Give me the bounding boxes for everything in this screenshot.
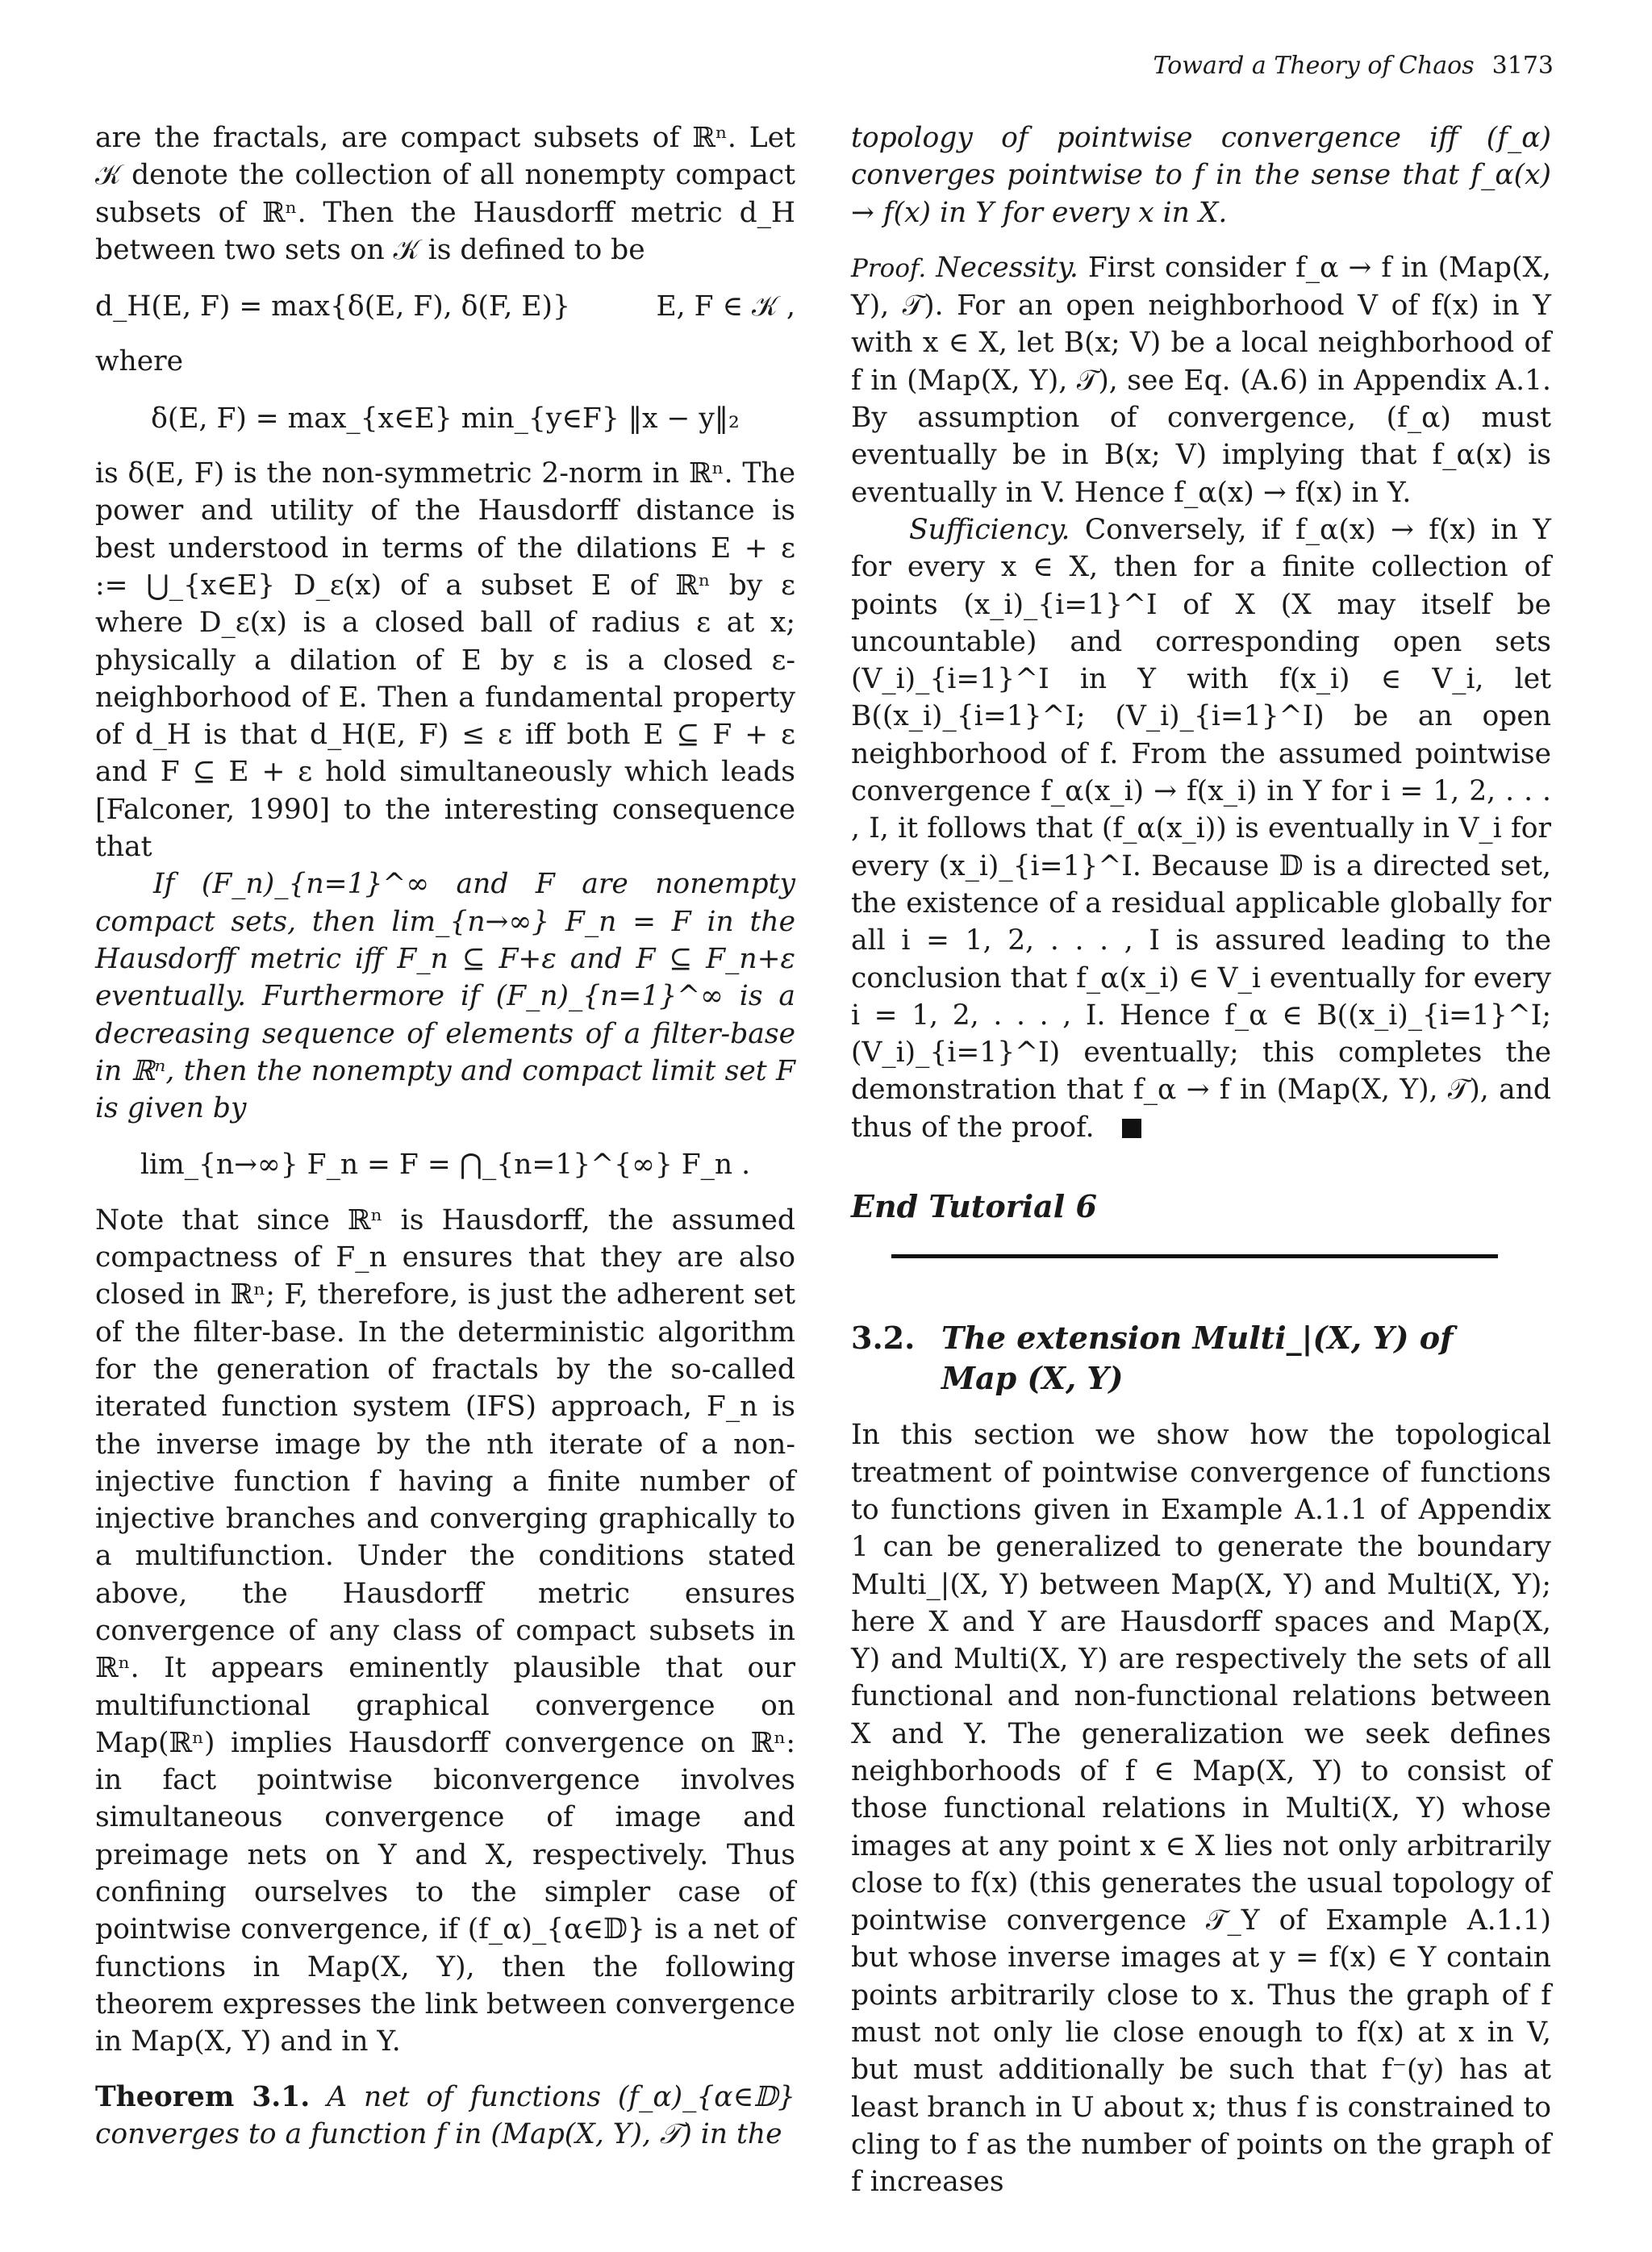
section-title — [941, 1318, 1453, 1399]
necessity-text: First consider f_α → f in (Map(X, Y), 𝒯). For an open neighborhood V of f(x) in Y with x ∈ X, let B(x; V) be a local neighborhood of f in (Map(X, Y), 𝒯), see Eq. (A.6) in Appendix A.1. By assumption of convergence, (f_α) must eventually be in B(x; V) implying that f_α(x) is eventually in V. Hence f_α(x) → f(x) in Y. — [851, 251, 1551, 509]
end-tutorial-heading: End Tutorial 6 — [851, 1188, 1097, 1225]
equation-limit-intersection: lim_{n→∞} F_n = F = ⋂_{n=1}^{∞} F_n . — [140, 1149, 751, 1182]
sufficiency-text: Conversely, if f_α(x) → f(x) in Y for every x ∈ X, then for a finite collection of points (x_i)_{i=1}^I of X (X may itself be uncountable) and corresponding open sets (V_i)_{i=1}^I in Y with f(x_i) ∈ V_i, let B((x_i)_{i=1}^I; (V_i)_{i=1}^I) be an open neighborhood of f. From the assumed pointwise convergence f_α(x_i) → f(x_i) in Y for i = 1, 2, . . . , I, it follows that (f_α(x_i)) is eventually in V_i for every (x_i)_{i=1}^I. Because 𝔻 is a directed set, the existence of a residual applicable globally for all i = 1, 2, . . . , I is assured leading to the conclusion that f_α(x_i) ∈ V_i eventually for every i = 1, 2, . . . , I. Hence f_α ∈ B((x_i)_{i=1}^I; (V_i)_{i=1}^I) eventually; this completes the demonstration that f_α → f in (Map(X, Y), 𝒯), and thus of the proof. — [851, 513, 1551, 1144]
section-title-line-2: Map (X, Y) — [941, 1360, 1124, 1397]
proof-necessity — [851, 249, 1551, 511]
section-heading — [851, 1318, 1551, 1399]
where-text: where — [95, 345, 184, 378]
running-title: Toward a Theory of Chaos — [1153, 52, 1475, 80]
section-divider — [891, 1254, 1498, 1258]
theorem-text: A net of functions (f_α)_{α∈𝔻} converges to a function f in (Map(X, Y), 𝒯) in the — [95, 2080, 795, 2150]
proof-label: Proof. — [851, 253, 927, 283]
paragraph-hausdorff-intro: are the fractals, are compact subsets of ℝⁿ. Let 𝒦 denote the collection of all nonempty compact subsets of ℝⁿ. Then the Hausdorff metric d_H between two sets on 𝒦 is defined to be — [95, 122, 795, 266]
necessity-label: Necessity. — [936, 251, 1078, 284]
equation-delta: δ(E, F) = max_{x∈E} min_{y∈F} ‖x − y‖₂ — [151, 402, 740, 435]
theorem-label: Theorem 3.1. — [95, 2080, 311, 2113]
paragraph-limit-statement: If (F_n)_{n=1}^∞ and F are nonempty compact sets, then lim_{n→∞} F_n = F in the Hausdorff metric iff F_n ⊆ F+ε and F ⊆ F_n+ε eventually. Furthermore if (F_n)_{n=1}^∞ is a decreasing sequence of elements of a filter-base in ℝⁿ, then the nonempty and compact limit set F is given by — [95, 868, 795, 1125]
running-header — [1153, 52, 1554, 80]
section-title-line-1: The extension Multi_|(X, Y) of — [941, 1320, 1454, 1357]
paragraph-dilations: is δ(E, F) is the non-symmetric 2-norm in ℝⁿ. The power and utility of the Hausdorff distance is best understood in terms of the dilations E + ε := ⋃_{x∈E} D_ε(x) of a subset E of ℝⁿ by ε where D_ε(x) is a closed ball of radius ε at x; physically a dilation of E by ε is a closed ε-neighborhood of E. Then a fundamental property of d_H is that d_H(E, F) ≤ ε iff both E ⊆ F + ε and F ⊆ E + ε hold simultaneously which leads [Falconer, 1990] to the interesting consequence that — [95, 457, 795, 864]
equation-hausdorff-metric — [95, 288, 795, 325]
left-column — [95, 119, 795, 2153]
paragraph-ifs-discussion: Note that since ℝⁿ is Hausdorff, the assumed compactness of F_n ensures that they are also closed in ℝⁿ; F, therefore, is just the adherent set of the filter-base. In the deterministic algorithm for the generation of fractals by the so-called iterated function system (IFS) approach, F_n is the inverse image by the nth iterate of a non-injective function f having a finite number of injective branches and converging graphically to a multifunction. Under the conditions stated above, the Hausdorff metric ensures convergence of any class of compact subsets in ℝⁿ. It appears eminently plausible that our multifunctional graphical convergence on Map(ℝⁿ) implies Hausdorff convergence on ℝⁿ: in fact pointwise biconvergence involves simultaneous convergence of image and preimage nets on Y and X, respectively. Thus confining ourselves to the simpler case of pointwise convergence, if (f_α)_{α∈𝔻} is a net of functions in Map(X, Y), then the following theorem expresses the link between convergence in Map(X, Y) and in Y. — [95, 1203, 795, 2058]
paragraph-section-body: In this section we show how the topological treatment of pointwise convergence of functions to functions given in Example A.1.1 of Appendix 1 can be generalized to generate the boundary Multi_|(X, Y) between Map(X, Y) and Multi(X, Y); here X and Y are Hausdorff spaces and Map(X, Y) and Multi(X, Y) are respectively the sets of all functional and non-functional relations between X and Y. The generalization we seek defines neighborhoods of f ∈ Map(X, Y) to consist of those functional relations in Multi(X, Y) whose images at any point x ∈ X lies not only arbitrarily close to f(x) (this generates the usual topology of pointwise convergence 𝒯_Y of Example A.1.1) but whose inverse images at y = f(x) ∈ Y contain points arbitrarily close to x. Thus the graph of f must not only lie close enough to f(x) at x in V, but must additionally be such that f⁻(y) has at least branch in U about x; thus f is constrained to cling to f as the number of points on the graph of f increases — [851, 1419, 1551, 2199]
qed-square-icon — [1122, 1119, 1141, 1138]
proof-sufficiency — [851, 511, 1551, 1146]
sufficiency-label: Sufficiency. — [909, 513, 1070, 546]
section-number: 3.2. — [851, 1320, 916, 1357]
page-number: 3173 — [1491, 52, 1554, 80]
theorem-continuation: topology of pointwise convergence iff (f_α) converges pointwise to f in the sense that f_α(x) → f(x) in Y for every x in X. — [851, 122, 1551, 229]
equation-condition: E, F ∈ 𝒦 , — [656, 290, 795, 323]
equation-lhs: d_H(E, F) = max{δ(E, F), δ(F, E)} — [95, 290, 570, 323]
right-column — [851, 119, 1551, 2201]
theorem-3-1 — [95, 2079, 795, 2154]
